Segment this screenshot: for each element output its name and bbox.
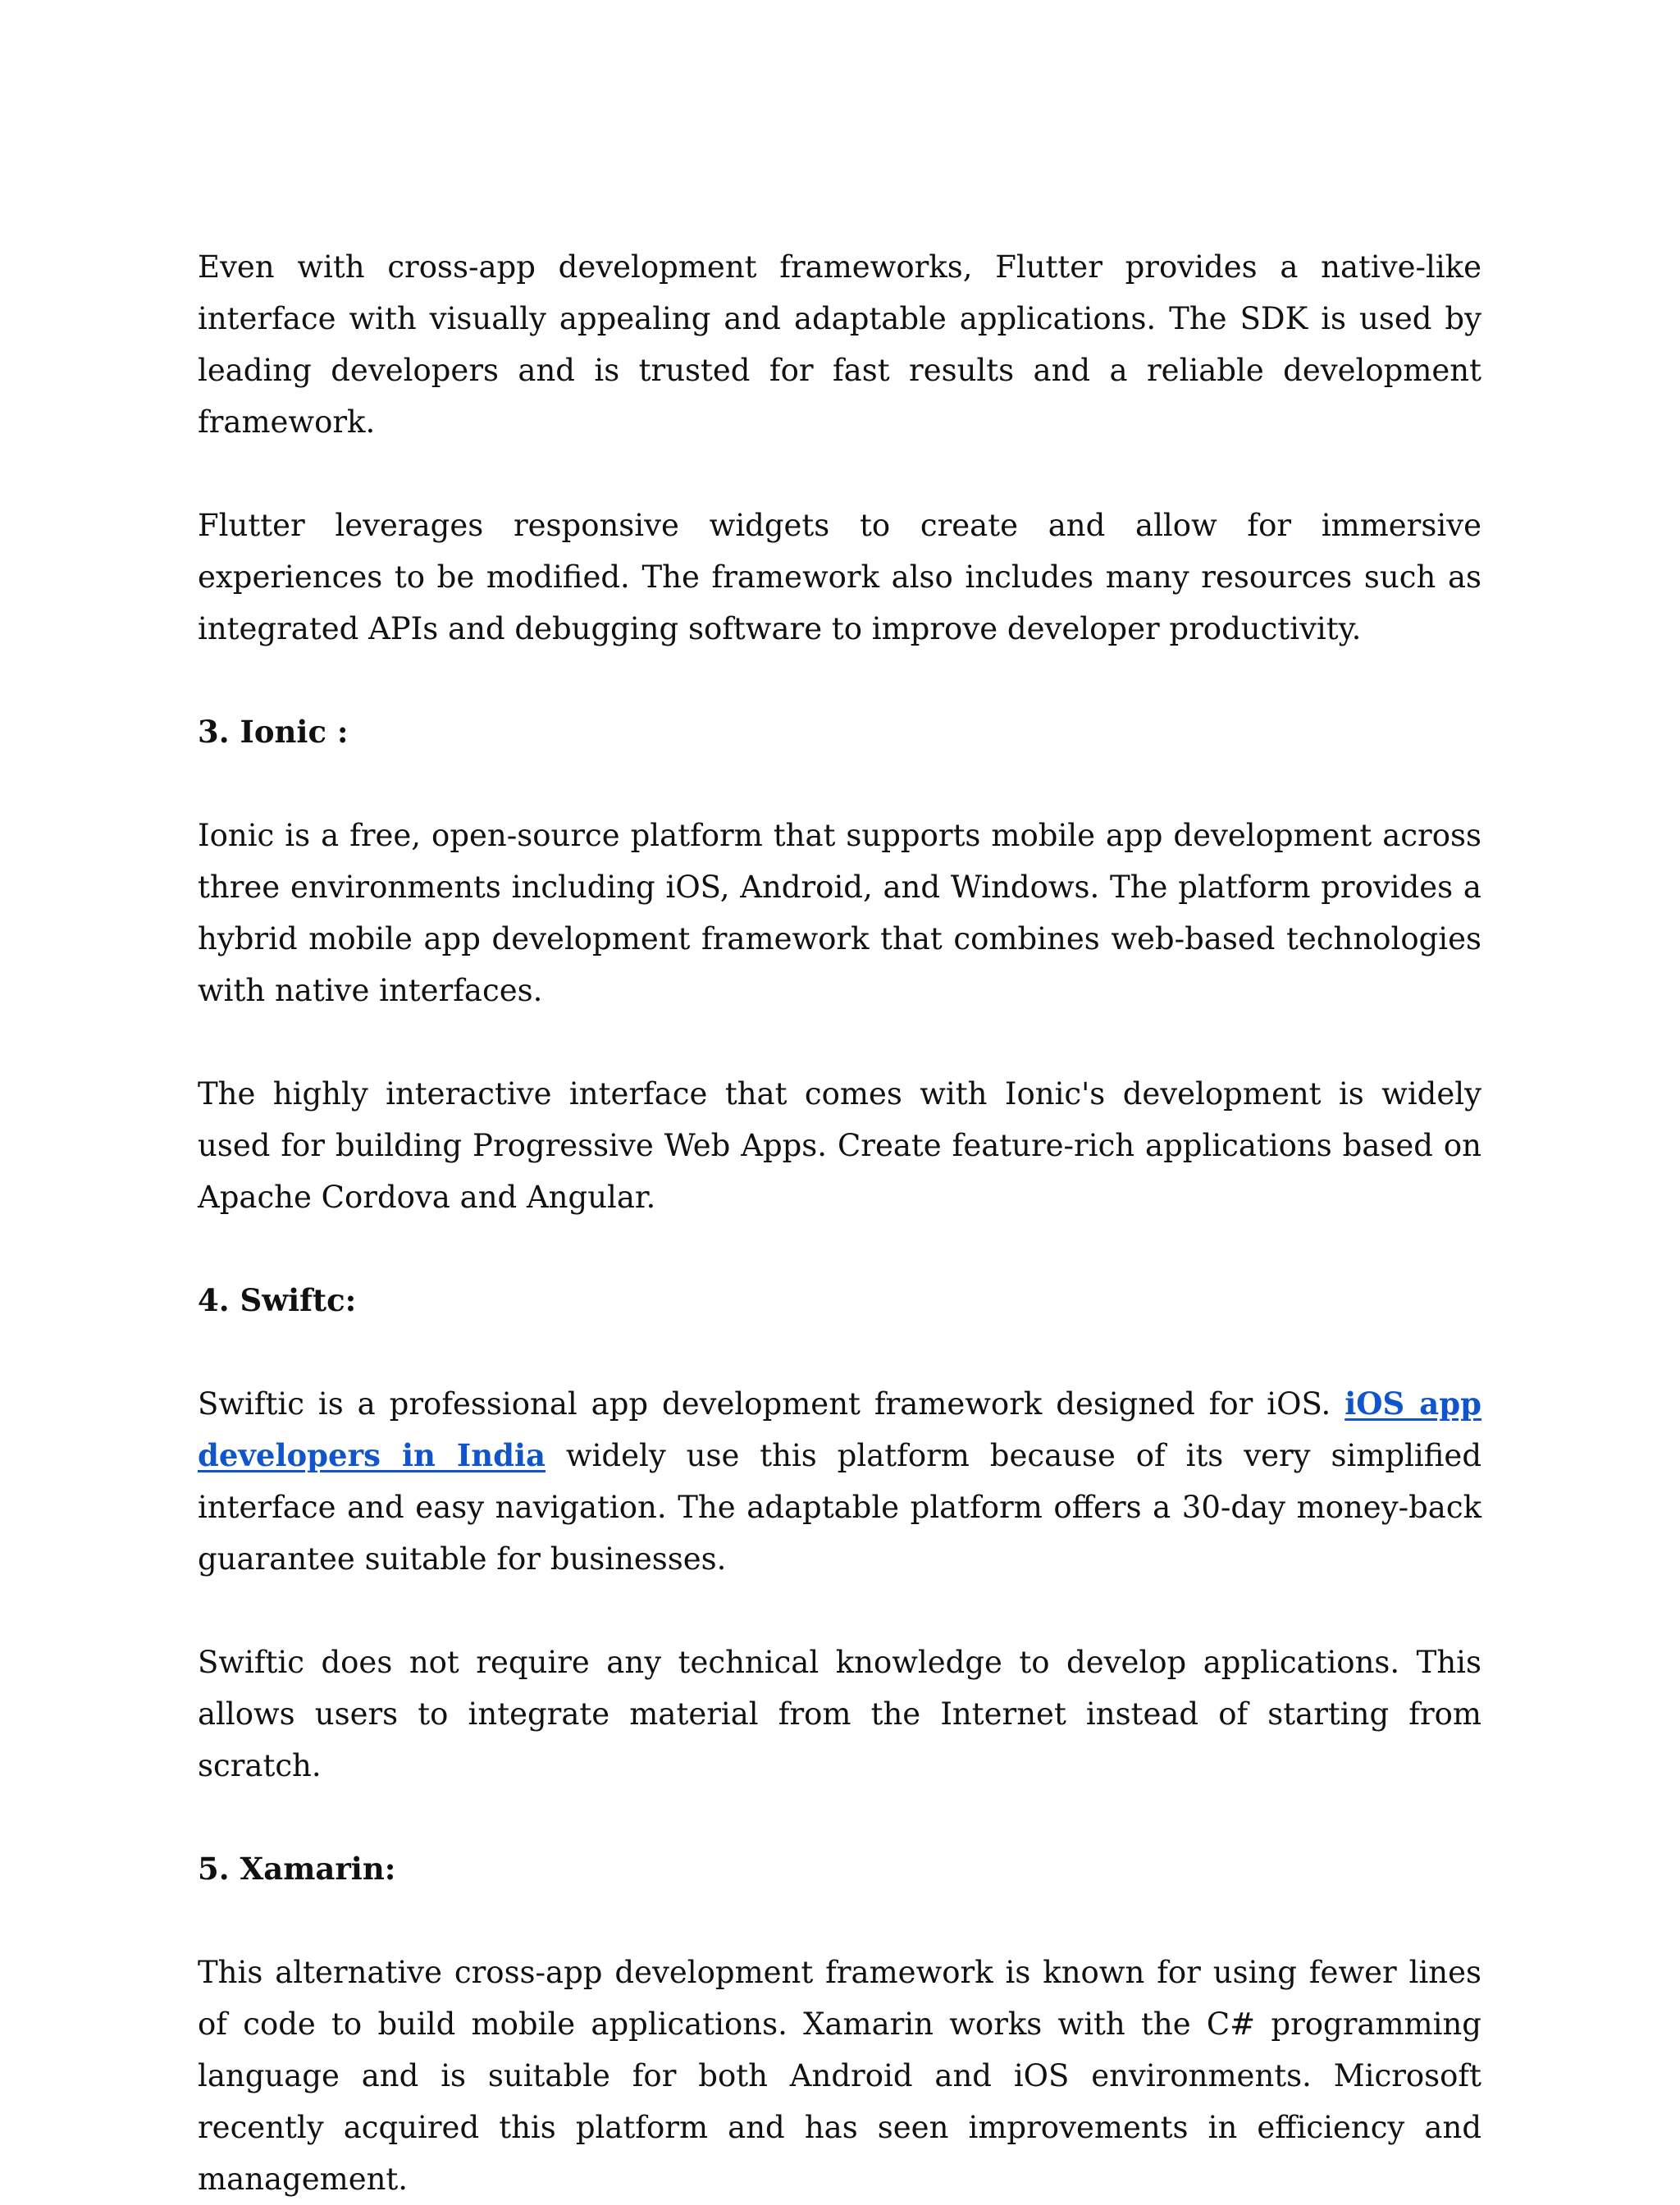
document-page xyxy=(198,241,1481,2205)
paragraph-gap xyxy=(198,1792,1481,1843)
heading-swiftc: 4. Swiftc: xyxy=(198,1282,357,1318)
paragraph-ionic-pwa: The highly interactive interface that comes with Ionic's development is widely used for building Progressive Web Apps. Create feature-rich applications based on Apache Cordova and Angular. xyxy=(198,1076,1481,1215)
paragraph-swiftic-knowledge: Swiftic does not require any technical knowledge to develop applications. This allows users to integrate material from the Internet instead of starting from scratch. xyxy=(198,1645,1481,1783)
swiftic-intro-text-after: widely use this platform because of its very simplified interface and easy navigation. The adaptable platform offers a 30-day money-back guarantee suitable for businesses. xyxy=(198,1438,1481,1577)
paragraph-gap xyxy=(198,1895,1481,1947)
paragraph-gap xyxy=(198,1326,1481,1378)
paragraph-flutter-intro: Even with cross-app development frameworks, Flutter provides a native-like interface with visually appealing and adaptable applications. The SDK is used by leading developers and is trusted for fast results and a reliable development framework. xyxy=(198,249,1481,440)
swiftic-intro-text-before: Swiftic is a professional app development framework designed for iOS. xyxy=(198,1386,1345,1422)
paragraph-gap xyxy=(198,1585,1481,1637)
paragraph-swiftic-intro xyxy=(198,1378,1481,1585)
paragraph-gap xyxy=(198,1223,1481,1275)
paragraph-gap xyxy=(198,1016,1481,1068)
heading-xamarin: 5. Xamarin: xyxy=(198,1851,396,1887)
paragraph-xamarin-intro: This alternative cross-app development framework is known for using fewer lines of code to build mobile applications. Xamarin works with the C# programming language and is suitable for both Android and iOS environments. Microsoft recently acquired this platform and has seen improvements in efficiency and management. xyxy=(198,1955,1481,2197)
paragraph-gap xyxy=(198,655,1481,706)
ios-app-developers-india-link[interactable]: iOS app developers in India xyxy=(198,1386,1481,1473)
paragraph-gap xyxy=(198,448,1481,500)
paragraph-ionic-intro: Ionic is a free, open-source platform that supports mobile app development across three environments including iOS, Android, and Windows. The platform provides a hybrid mobile app development framework that combines web-based technologies with native interfaces. xyxy=(198,818,1481,1008)
heading-ionic: 3. Ionic : xyxy=(198,714,349,750)
paragraph-gap xyxy=(198,758,1481,810)
paragraph-flutter-widgets: Flutter leverages responsive widgets to create and allow for immersive experiences to be modified. The framework also includes many resources such as integrated APIs and debugging software to improve developer productivity. xyxy=(198,508,1481,646)
